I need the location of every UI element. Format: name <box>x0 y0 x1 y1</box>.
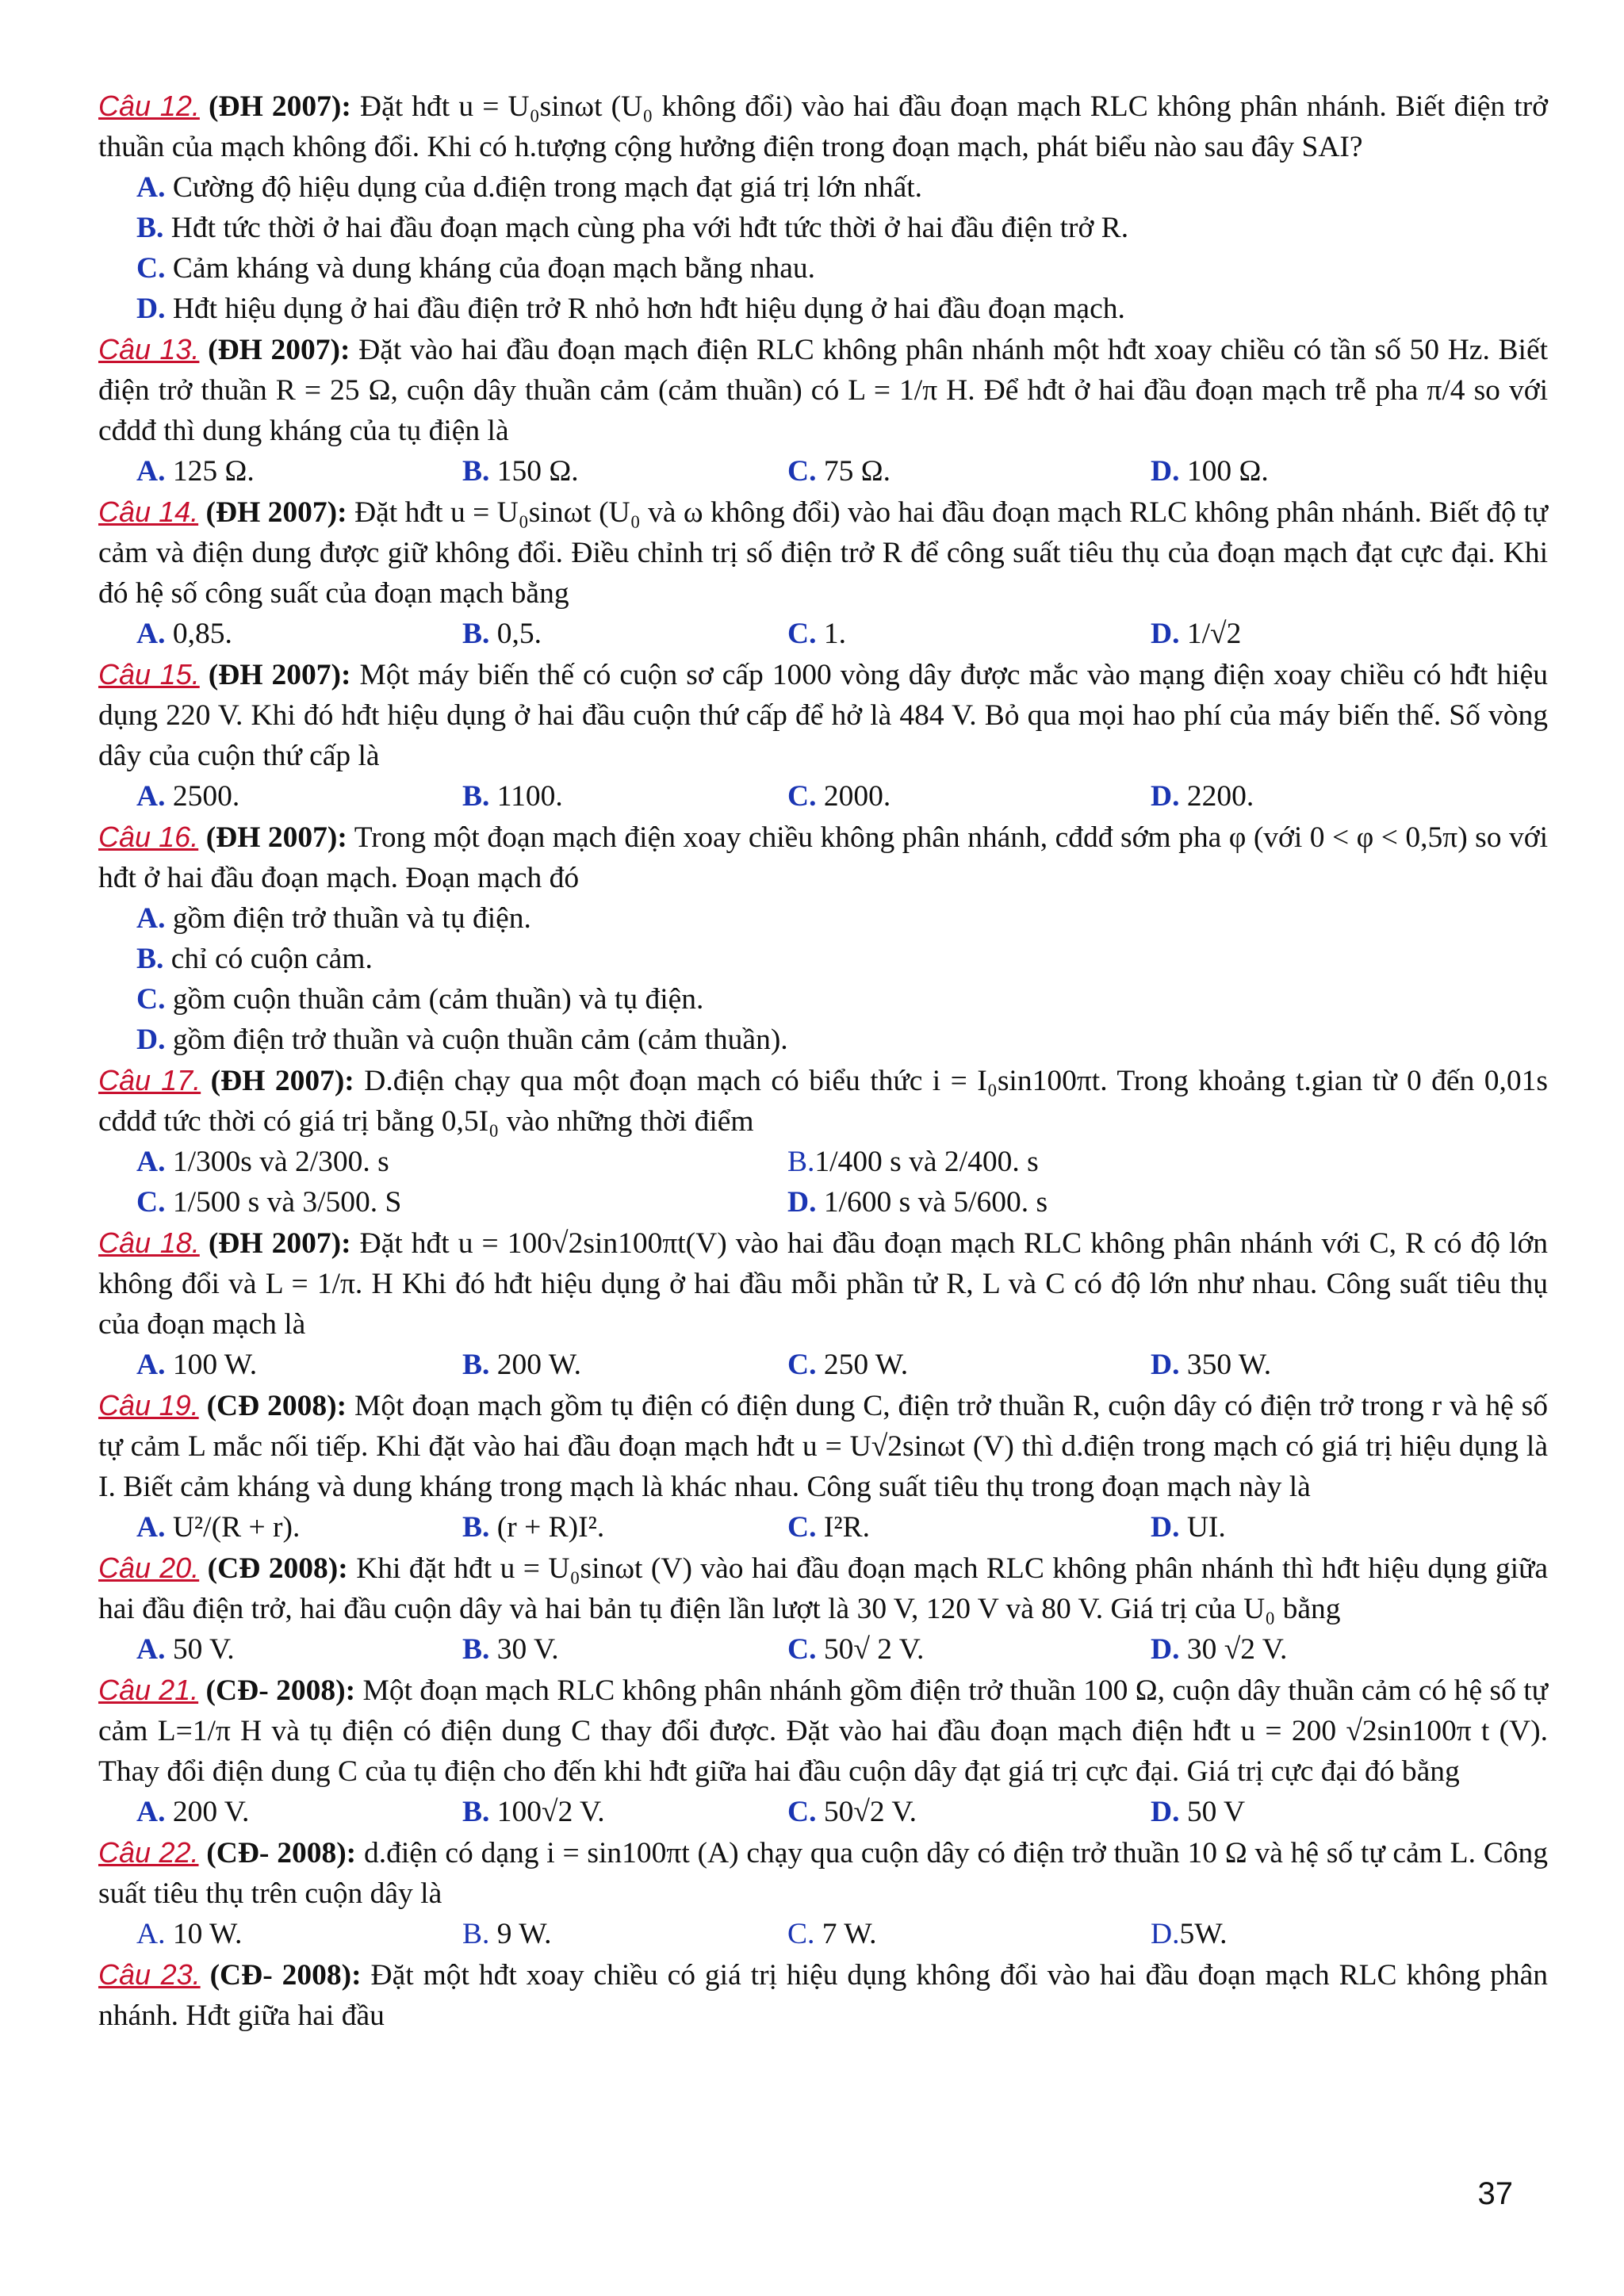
option-text: 2000. <box>823 780 891 813</box>
question-text: D.điện chạy qua một đoạn mạch có biểu thức i = I₀sin100πt. Trong khoảng t.gian từ 0 đến 0,01s cđdđ tức thời có giá trị bằng 0,5I₀ vào những thời điểm <box>98 1065 1548 1138</box>
options-list <box>98 1142 1548 1223</box>
option-a <box>136 898 1548 939</box>
option-text: 100 Ω. <box>1186 455 1269 488</box>
option-b <box>462 1345 787 1385</box>
page-content <box>98 86 1548 2036</box>
option-letter: B. <box>787 1146 815 1178</box>
question-stem <box>98 1060 1548 1142</box>
options-list <box>98 1507 1548 1548</box>
option-letter: D. <box>1151 455 1180 488</box>
option-letter: D. <box>1151 1349 1180 1381</box>
option-c <box>136 979 1548 1020</box>
option-text: 2500. <box>172 780 240 813</box>
option-a <box>136 451 462 492</box>
option-text: 125 Ω. <box>172 455 255 488</box>
question-source: (CĐ 2008): <box>206 1390 347 1422</box>
option-text: UI. <box>1186 1511 1226 1544</box>
option-letter: C. <box>787 1633 817 1666</box>
option-text: 0,85. <box>172 618 232 650</box>
option-text: 30 √2 V. <box>1186 1633 1288 1666</box>
option-letter: A. <box>136 171 166 204</box>
option-c <box>787 1345 1151 1385</box>
option-a <box>136 1142 787 1182</box>
option-text: 150 Ω. <box>496 455 579 488</box>
option-text: Cảm kháng và dung kháng của đoạn mạch bằng nhau. <box>172 252 816 285</box>
question-stem <box>98 654 1548 776</box>
option-letter: D. <box>1151 1511 1180 1544</box>
option-b <box>136 939 1548 979</box>
options-list <box>98 1914 1548 1954</box>
option-d <box>1151 776 1548 817</box>
option-text: Hđt hiệu dụng ở hai đầu điện trở R nhỏ hơn hđt hiệu dụng ở hai đầu đoạn mạch. <box>172 293 1125 325</box>
option-c <box>787 776 1151 817</box>
question-number: Câu 13. <box>98 333 200 365</box>
question-text: Đặt vào hai đầu đoạn mạch điện RLC không phân nhánh một hđt xoay chiều có tần số 50 Hz. Biết điện trở thuần R = 25 Ω, cuộn dây thuần cảm (cảm thuần) có L = 1/π H. Để hđt ở hai đầu đoạn mạch trễ pha π/4 so với cđdđ thì dung kháng của tụ điện là <box>98 334 1549 447</box>
option-text: 2200. <box>1186 780 1254 813</box>
question-text: Một đoạn mạch gồm tụ điện có điện dung C, điện trở thuần R, cuộn dây có điện trở trong r và hệ số tự cảm L mắc nối tiếp. Khi đặt vào hai đầu đoạn mạch hđt u = U√2sinωt (V) thì d.điện trong mạch có giá trị hiệu dụng là I. Biết cảm kháng và dung kháng trong mạch là khác nhau. Công suất tiêu thụ trong đoạn mạch này là <box>98 1390 1548 1503</box>
question-source: (ĐH 2007): <box>208 659 351 691</box>
option-letter: B. <box>462 780 490 813</box>
question-number: Câu 19. <box>98 1389 199 1422</box>
options-list <box>98 167 1548 329</box>
question-text: Một máy biến thế có cuộn sơ cấp 1000 vòng dây được mắc vào mạng điện xoay chiều có hđt hiệu dụng 220 V. Khi đó hđt hiệu dụng ở hai đầu cuộn thứ cấp để hở là 484 V. Bỏ qua mọi hao phí của máy biến thế. Số vòng dây của cuộn thứ cấp là <box>98 659 1549 772</box>
option-text: 10 W. <box>172 1918 243 1950</box>
question-text: Đặt một hđt xoay chiều có giá trị hiệu dụng không đổi vào hai đầu đoạn mạch RLC không phân nhánh. Hđt giữa hai đầu <box>98 1959 1549 2032</box>
question-source: (ĐH 2007): <box>205 496 347 529</box>
option-text: (r + R)I². <box>496 1511 605 1544</box>
option-text: 1. <box>823 618 846 650</box>
option-letter: C. <box>787 1511 817 1544</box>
option-letter: B. <box>136 212 164 244</box>
page-number: 37 <box>1477 2176 1513 2211</box>
option-letter: D. <box>1151 1633 1180 1666</box>
question-stem <box>98 817 1548 898</box>
option-b <box>462 776 787 817</box>
option-letter: D. <box>1151 780 1180 813</box>
question-stem <box>98 1832 1548 1914</box>
option-text: I²R. <box>823 1511 870 1544</box>
option-d <box>1151 1792 1548 1832</box>
option-letter: C. <box>136 252 166 285</box>
option-b <box>462 1507 787 1548</box>
option-b <box>462 614 787 654</box>
question-source: (ĐH 2007): <box>208 1227 351 1260</box>
option-a <box>136 776 462 817</box>
question-19 <box>98 1385 1548 1548</box>
option-b <box>462 1914 787 1954</box>
option-text: gồm cuộn thuần cảm (cảm thuần) và tụ điện. <box>172 983 704 1016</box>
option-d <box>1151 1914 1548 1954</box>
question-source: (ĐH 2007): <box>205 821 347 854</box>
option-text: 7 W. <box>822 1918 877 1950</box>
question-21 <box>98 1670 1548 1832</box>
option-letter: D. <box>1151 1918 1180 1950</box>
option-a <box>136 1914 462 1954</box>
option-letter: B. <box>462 1796 490 1828</box>
option-text: 50 V <box>1186 1796 1246 1828</box>
option-letter: A. <box>136 1918 166 1950</box>
option-letter: C. <box>136 1186 166 1219</box>
option-letter: C. <box>787 1349 817 1381</box>
question-text: Khi đặt hđt u = U₀sinωt (V) vào hai đầu đoạn mạch RLC không phân nhánh thì hđt hiệu dụng giữa hai đầu điện trở, hai đầu cuộn dây và hai bản tụ điện lần lượt là 30 V, 120 V và 80 V. Giá trị của U₀ bằng <box>98 1552 1549 1625</box>
option-a <box>136 167 1548 208</box>
option-letter: B. <box>462 1511 490 1544</box>
option-letter: B. <box>462 1349 490 1381</box>
option-a <box>136 1792 462 1832</box>
option-c <box>136 1182 787 1223</box>
question-number: Câu 21. <box>98 1674 199 1706</box>
option-letter: A. <box>136 902 166 935</box>
option-letter: C. <box>787 618 817 650</box>
option-d <box>1151 1345 1548 1385</box>
option-letter: B. <box>462 1918 490 1950</box>
option-text: 1/500 s và 3/500. S <box>172 1186 402 1219</box>
option-letter: A. <box>136 1796 166 1828</box>
options-list <box>98 614 1548 654</box>
option-b <box>462 1792 787 1832</box>
question-number: Câu 18. <box>98 1226 200 1259</box>
question-stem <box>98 1385 1548 1507</box>
question-number: Câu 23. <box>98 1958 201 1991</box>
options-list <box>98 1792 1548 1832</box>
option-text: 350 W. <box>1186 1349 1272 1381</box>
option-text: gồm điện trở thuần và cuộn thuần cảm (cảm thuần). <box>172 1024 788 1056</box>
option-text: U²/(R + r). <box>172 1511 301 1544</box>
option-letter: A. <box>136 1349 166 1381</box>
question-source: (CĐ- 2008): <box>209 1959 362 1992</box>
question-22 <box>98 1832 1548 1954</box>
option-b <box>462 451 787 492</box>
option-letter: D. <box>1151 1796 1180 1828</box>
option-d <box>1151 1507 1548 1548</box>
option-d <box>1151 614 1548 654</box>
option-text: 1100. <box>496 780 563 813</box>
option-text: 200 W. <box>496 1349 582 1381</box>
option-letter: A. <box>136 1146 166 1178</box>
option-c <box>787 1507 1151 1548</box>
option-d <box>136 289 1548 329</box>
option-b <box>787 1142 1548 1182</box>
option-letter: D. <box>136 293 166 325</box>
option-text: 50 V. <box>172 1633 235 1666</box>
question-text: Trong một đoạn mạch điện xoay chiều không phân nhánh, cđdđ sớm pha φ (với 0 < φ < 0,5π) so với hđt ở hai đầu đoạn mạch. Đoạn mạch đó <box>98 821 1549 894</box>
option-letter: B. <box>462 618 490 650</box>
question-number: Câu 16. <box>98 821 199 853</box>
option-letter: A. <box>136 780 166 813</box>
question-stem <box>98 492 1548 614</box>
question-number: Câu 14. <box>98 496 199 528</box>
question-source: (ĐH 2007): <box>210 1065 354 1097</box>
option-text: chỉ có cuộn cảm. <box>170 943 373 975</box>
option-letter: D. <box>136 1024 166 1056</box>
option-c <box>787 614 1151 654</box>
question-stem <box>98 1548 1548 1629</box>
question-18 <box>98 1223 1548 1385</box>
option-letter: D. <box>787 1186 817 1219</box>
question-source: (ĐH 2007): <box>208 334 350 366</box>
question-text: Đặt hđt u = 100√2sin100πt(V) vào hai đầu đoạn mạch RLC không phân nhánh với C, R có độ lớn không đổi và L = 1/π. H Khi đó hđt hiệu dụng ở hai đầu mỗi phần tử R, L và C có độ lớn như nhau. Công suất tiêu thụ của đoạn mạch là <box>98 1227 1549 1341</box>
question-number: Câu 15. <box>98 658 200 691</box>
question-text: Một đoạn mạch RLC không phân nhánh gồm điện trở thuần 100 Ω, cuộn dây thuần cảm có hệ số tự cảm L=1/π H và tụ điện có điện dung C thay đổi được. Đặt vào hai đầu đoạn mạch điện hđt u = 200 √2sin100π t (V). Thay đổi điện dung C của tụ điện cho đến khi hđt giữa hai đầu cuộn dây đạt giá trị cực đại. Giá trị cực đại đó bằng <box>98 1674 1549 1788</box>
options-list <box>98 1345 1548 1385</box>
question-stem <box>98 1954 1548 2036</box>
option-letter: A. <box>136 1633 166 1666</box>
question-source: (ĐH 2007): <box>209 90 351 123</box>
option-letter: B. <box>136 943 164 975</box>
option-text: Cường độ hiệu dụng của d.điện trong mạch đạt giá trị lớn nhất. <box>172 171 923 204</box>
question-text: Đặt hđt u = U₀sinωt (U₀ và ω không đổi) vào hai đầu đoạn mạch RLC không phân nhánh. Biết độ tự cảm và điện dung được giữ không đổi. Điều chỉnh trị số điện trở R để công suất tiêu thụ của đoạn mạch đạt cực đại. Khi đó hệ số công suất của đoạn mạch bằng <box>98 496 1548 610</box>
question-source: (CĐ- 2008): <box>205 1674 356 1707</box>
question-number: Câu 22. <box>98 1836 199 1869</box>
option-letter: A. <box>136 618 166 650</box>
option-a <box>136 1345 462 1385</box>
option-c <box>787 1629 1151 1670</box>
option-a <box>136 614 462 654</box>
option-text: 75 Ω. <box>823 455 891 488</box>
option-c <box>787 1914 1151 1954</box>
question-23 <box>98 1954 1548 2036</box>
options-list <box>98 898 1548 1060</box>
question-number: Câu 12. <box>98 90 200 122</box>
question-text: d.điện có dạng i = sin100πt (A) chạy qua cuộn dây có điện trở thuần 10 Ω và hệ số tự cảm L. Công suất tiêu thụ trên cuộn dây là <box>98 1837 1548 1910</box>
option-text: 0,5. <box>496 618 542 650</box>
option-text: gồm điện trở thuần và tụ điện. <box>172 902 531 935</box>
option-c <box>787 451 1151 492</box>
option-c <box>136 248 1548 289</box>
question-16 <box>98 817 1548 1060</box>
option-d <box>1151 1629 1548 1670</box>
option-text: 5W. <box>1179 1918 1228 1950</box>
option-text: 1/300s và 2/300. s <box>172 1146 389 1178</box>
option-text: 30 V. <box>496 1633 559 1666</box>
question-13 <box>98 329 1548 492</box>
option-b <box>462 1629 787 1670</box>
question-15 <box>98 654 1548 817</box>
option-text: Hđt tức thời ở hai đầu đoạn mạch cùng pha với hđt tức thời ở hai đầu điện trở R. <box>170 212 1129 244</box>
option-letter: D. <box>1151 618 1180 650</box>
question-17 <box>98 1060 1548 1223</box>
option-letter: A. <box>136 1511 166 1544</box>
option-text: 1/√2 <box>1186 618 1242 650</box>
option-letter: C. <box>787 455 817 488</box>
option-letter: C. <box>787 780 817 813</box>
option-a <box>136 1629 462 1670</box>
option-c <box>787 1792 1151 1832</box>
option-text: 50√2 V. <box>823 1796 917 1828</box>
options-list <box>98 1629 1548 1670</box>
option-text: 100 W. <box>172 1349 258 1381</box>
option-text: 50√ 2 V. <box>823 1633 925 1666</box>
option-text: 200 V. <box>172 1796 250 1828</box>
option-text: 100√2 V. <box>496 1796 605 1828</box>
option-a <box>136 1507 462 1548</box>
option-d <box>787 1182 1548 1223</box>
question-stem <box>98 329 1548 451</box>
option-text: 1/400 s và 2/400. s <box>814 1146 1039 1178</box>
option-b <box>136 208 1548 248</box>
option-letter: B. <box>462 1633 490 1666</box>
option-d <box>1151 451 1548 492</box>
options-list <box>98 776 1548 817</box>
question-number: Câu 17. <box>98 1064 201 1096</box>
question-stem <box>98 1223 1548 1345</box>
options-list <box>98 451 1548 492</box>
option-text: 250 W. <box>823 1349 909 1381</box>
option-d <box>136 1020 1548 1060</box>
question-stem <box>98 1670 1548 1792</box>
question-stem <box>98 86 1548 167</box>
question-14 <box>98 492 1548 654</box>
option-letter: B. <box>462 455 490 488</box>
option-letter: C. <box>787 1796 817 1828</box>
question-20 <box>98 1548 1548 1670</box>
option-letter: C. <box>136 983 166 1016</box>
option-letter: C. <box>787 1918 815 1950</box>
question-text: Đặt hđt u = U₀sinωt (U₀ không đổi) vào hai đầu đoạn mạch RLC không phân nhánh. Biết điện trở thuần của mạch không đổi. Khi có h.tượng cộng hưởng điện trong đoạn mạch, phát biểu nào sau đây SAI? <box>98 90 1549 163</box>
question-source: (CĐ 2008): <box>207 1552 348 1585</box>
question-number: Câu 20. <box>98 1552 200 1584</box>
question-source: (CĐ- 2008): <box>206 1837 357 1869</box>
question-12 <box>98 86 1548 329</box>
option-text: 1/600 s và 5/600. s <box>823 1186 1048 1219</box>
option-text: 9 W. <box>496 1918 552 1950</box>
option-letter: A. <box>136 455 166 488</box>
